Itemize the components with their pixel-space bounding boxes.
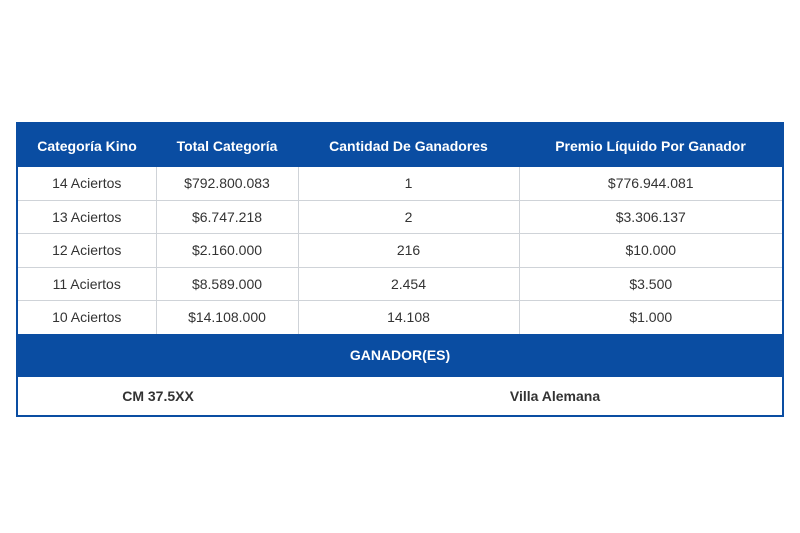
cell-premio: $1.000	[629, 309, 673, 326]
cell-total: $14.108.000	[156, 301, 298, 334]
table-row	[18, 267, 782, 301]
cell-cantidad: 2.454	[298, 267, 519, 301]
column-header-cantidad: Cantidad De Ganadores	[298, 124, 519, 167]
cell-categoria: 10 Aciertos	[18, 301, 156, 334]
table-row	[18, 167, 782, 200]
cell-total: $2.160.000	[156, 234, 298, 268]
cell-premio: $10.000	[519, 234, 782, 268]
cell-total: $6.747.218	[156, 200, 298, 234]
table-row	[18, 301, 782, 334]
table-row	[18, 200, 782, 234]
column-header-total: Total Categoría	[156, 124, 298, 167]
results-table	[18, 124, 782, 334]
cell-categoria: 14 Aciertos	[18, 167, 156, 200]
column-header-premio: Premio Líquido Por Ganador	[519, 124, 782, 167]
cell-categoria: 13 Aciertos	[18, 200, 156, 234]
cell-premio: $3.500	[519, 267, 782, 301]
cell-cantidad: 216	[298, 234, 519, 268]
cell-cantidad: 14.108	[298, 301, 519, 334]
cell-premio: $776.944.081	[519, 167, 782, 200]
cell-total: $792.800.083	[156, 167, 298, 200]
cell-categoria: 11 Aciertos	[18, 267, 156, 301]
cell-total: $8.589.000	[156, 267, 298, 301]
cell-categoria: 12 Aciertos	[18, 234, 156, 268]
table-header-row	[18, 124, 782, 167]
winner-code: CM 37.5XX	[122, 387, 194, 404]
winner-location: Villa Alemana	[509, 387, 601, 404]
kino-results-panel	[16, 122, 784, 417]
winners-header: GANADOR(ES)	[18, 334, 782, 377]
cell-cantidad: 2	[298, 200, 519, 234]
winner-row	[18, 377, 782, 415]
column-header-categoria: Categoría Kino	[18, 124, 156, 167]
cell-cantidad: 1	[298, 167, 519, 200]
table-row	[18, 234, 782, 268]
cell-premio: $3.306.137	[519, 200, 782, 234]
